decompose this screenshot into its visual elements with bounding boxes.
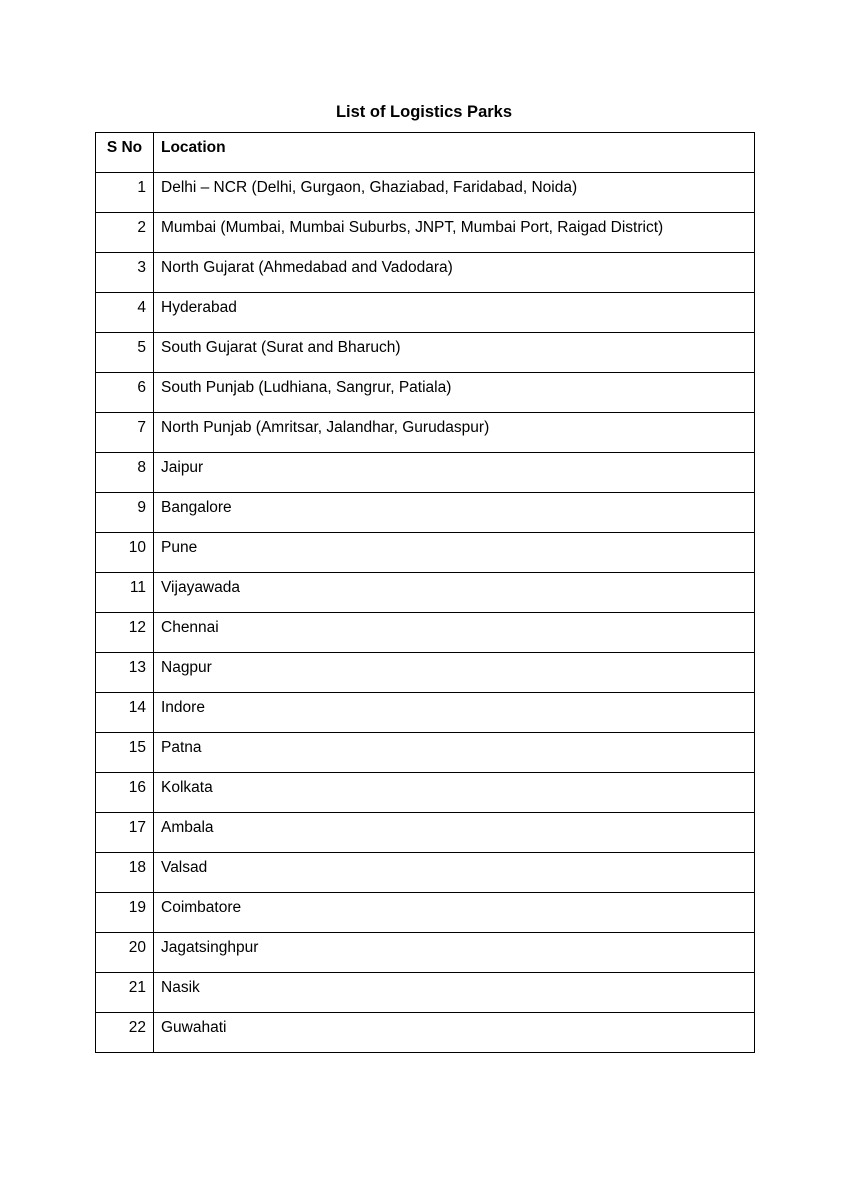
- table-row: [96, 613, 755, 653]
- row-sno: 11: [96, 573, 154, 613]
- row-sno: 5: [96, 333, 154, 373]
- row-sno: 12: [96, 613, 154, 653]
- row-location: Jagatsinghpur: [154, 933, 755, 973]
- row-location: Mumbai (Mumbai, Mumbai Suburbs, JNPT, Mumbai Port, Raigad District): [154, 213, 755, 253]
- row-location: Bangalore: [154, 493, 755, 533]
- page-title: List of Logistics Parks: [335, 103, 513, 121]
- logistics-parks-table: [95, 132, 755, 1053]
- row-location: Indore: [154, 693, 755, 733]
- row-location: Pune: [154, 533, 755, 573]
- row-sno: 6: [96, 373, 154, 413]
- table-row: [96, 853, 755, 893]
- row-location: Delhi – NCR (Delhi, Gurgaon, Ghaziabad, Faridabad, Noida): [154, 173, 755, 213]
- row-location: South Punjab (Ludhiana, Sangrur, Patiala): [154, 373, 755, 413]
- row-sno: 2: [96, 213, 154, 253]
- table-row: [96, 973, 755, 1013]
- row-location: Coimbatore: [154, 893, 755, 933]
- row-sno: 21: [96, 973, 154, 1013]
- table-row: [96, 1013, 755, 1053]
- row-location: Valsad: [154, 853, 755, 893]
- row-location: Jaipur: [154, 453, 755, 493]
- row-sno: 14: [96, 693, 154, 733]
- table-row: [96, 653, 755, 693]
- row-sno: 22: [96, 1013, 154, 1053]
- row-location: Chennai: [154, 613, 755, 653]
- column-header-sno: S No: [96, 133, 154, 173]
- row-location: Ambala: [154, 813, 755, 853]
- table-body: [96, 173, 755, 1053]
- table-row: [96, 413, 755, 453]
- table-row: [96, 733, 755, 773]
- row-sno: 16: [96, 773, 154, 813]
- table-row: [96, 533, 755, 573]
- table-row: [96, 333, 755, 373]
- row-sno: 7: [96, 413, 154, 453]
- row-sno: 18: [96, 853, 154, 893]
- table-row: [96, 293, 755, 333]
- row-location: Nagpur: [154, 653, 755, 693]
- row-sno: 13: [96, 653, 154, 693]
- table-row: [96, 933, 755, 973]
- table-row: [96, 693, 755, 733]
- row-sno: 9: [96, 493, 154, 533]
- row-location: Patna: [154, 733, 755, 773]
- row-sno: 10: [96, 533, 154, 573]
- row-sno: 8: [96, 453, 154, 493]
- table-row: [96, 213, 755, 253]
- row-location: North Gujarat (Ahmedabad and Vadodara): [154, 253, 755, 293]
- row-sno: 1: [96, 173, 154, 213]
- row-sno: 17: [96, 813, 154, 853]
- table-row: [96, 773, 755, 813]
- table-header-row: [96, 133, 755, 173]
- row-sno: 4: [96, 293, 154, 333]
- row-sno: 3: [96, 253, 154, 293]
- row-location: Nasik: [154, 973, 755, 1013]
- row-location: Vijayawada: [154, 573, 755, 613]
- row-location: Kolkata: [154, 773, 755, 813]
- table-row: [96, 813, 755, 853]
- row-location: Hyderabad: [154, 293, 755, 333]
- row-location: Guwahati: [154, 1013, 755, 1053]
- table-row: [96, 173, 755, 213]
- table-row: [96, 573, 755, 613]
- row-location: North Punjab (Amritsar, Jalandhar, Gurudaspur): [154, 413, 755, 453]
- table-row: [96, 893, 755, 933]
- table-row: [96, 493, 755, 533]
- row-sno: 19: [96, 893, 154, 933]
- row-sno: 15: [96, 733, 154, 773]
- row-location: South Gujarat (Surat and Bharuch): [154, 333, 755, 373]
- table-row: [96, 373, 755, 413]
- column-header-location: Location: [154, 133, 755, 173]
- table-row: [96, 253, 755, 293]
- row-sno: 20: [96, 933, 154, 973]
- table-row: [96, 453, 755, 493]
